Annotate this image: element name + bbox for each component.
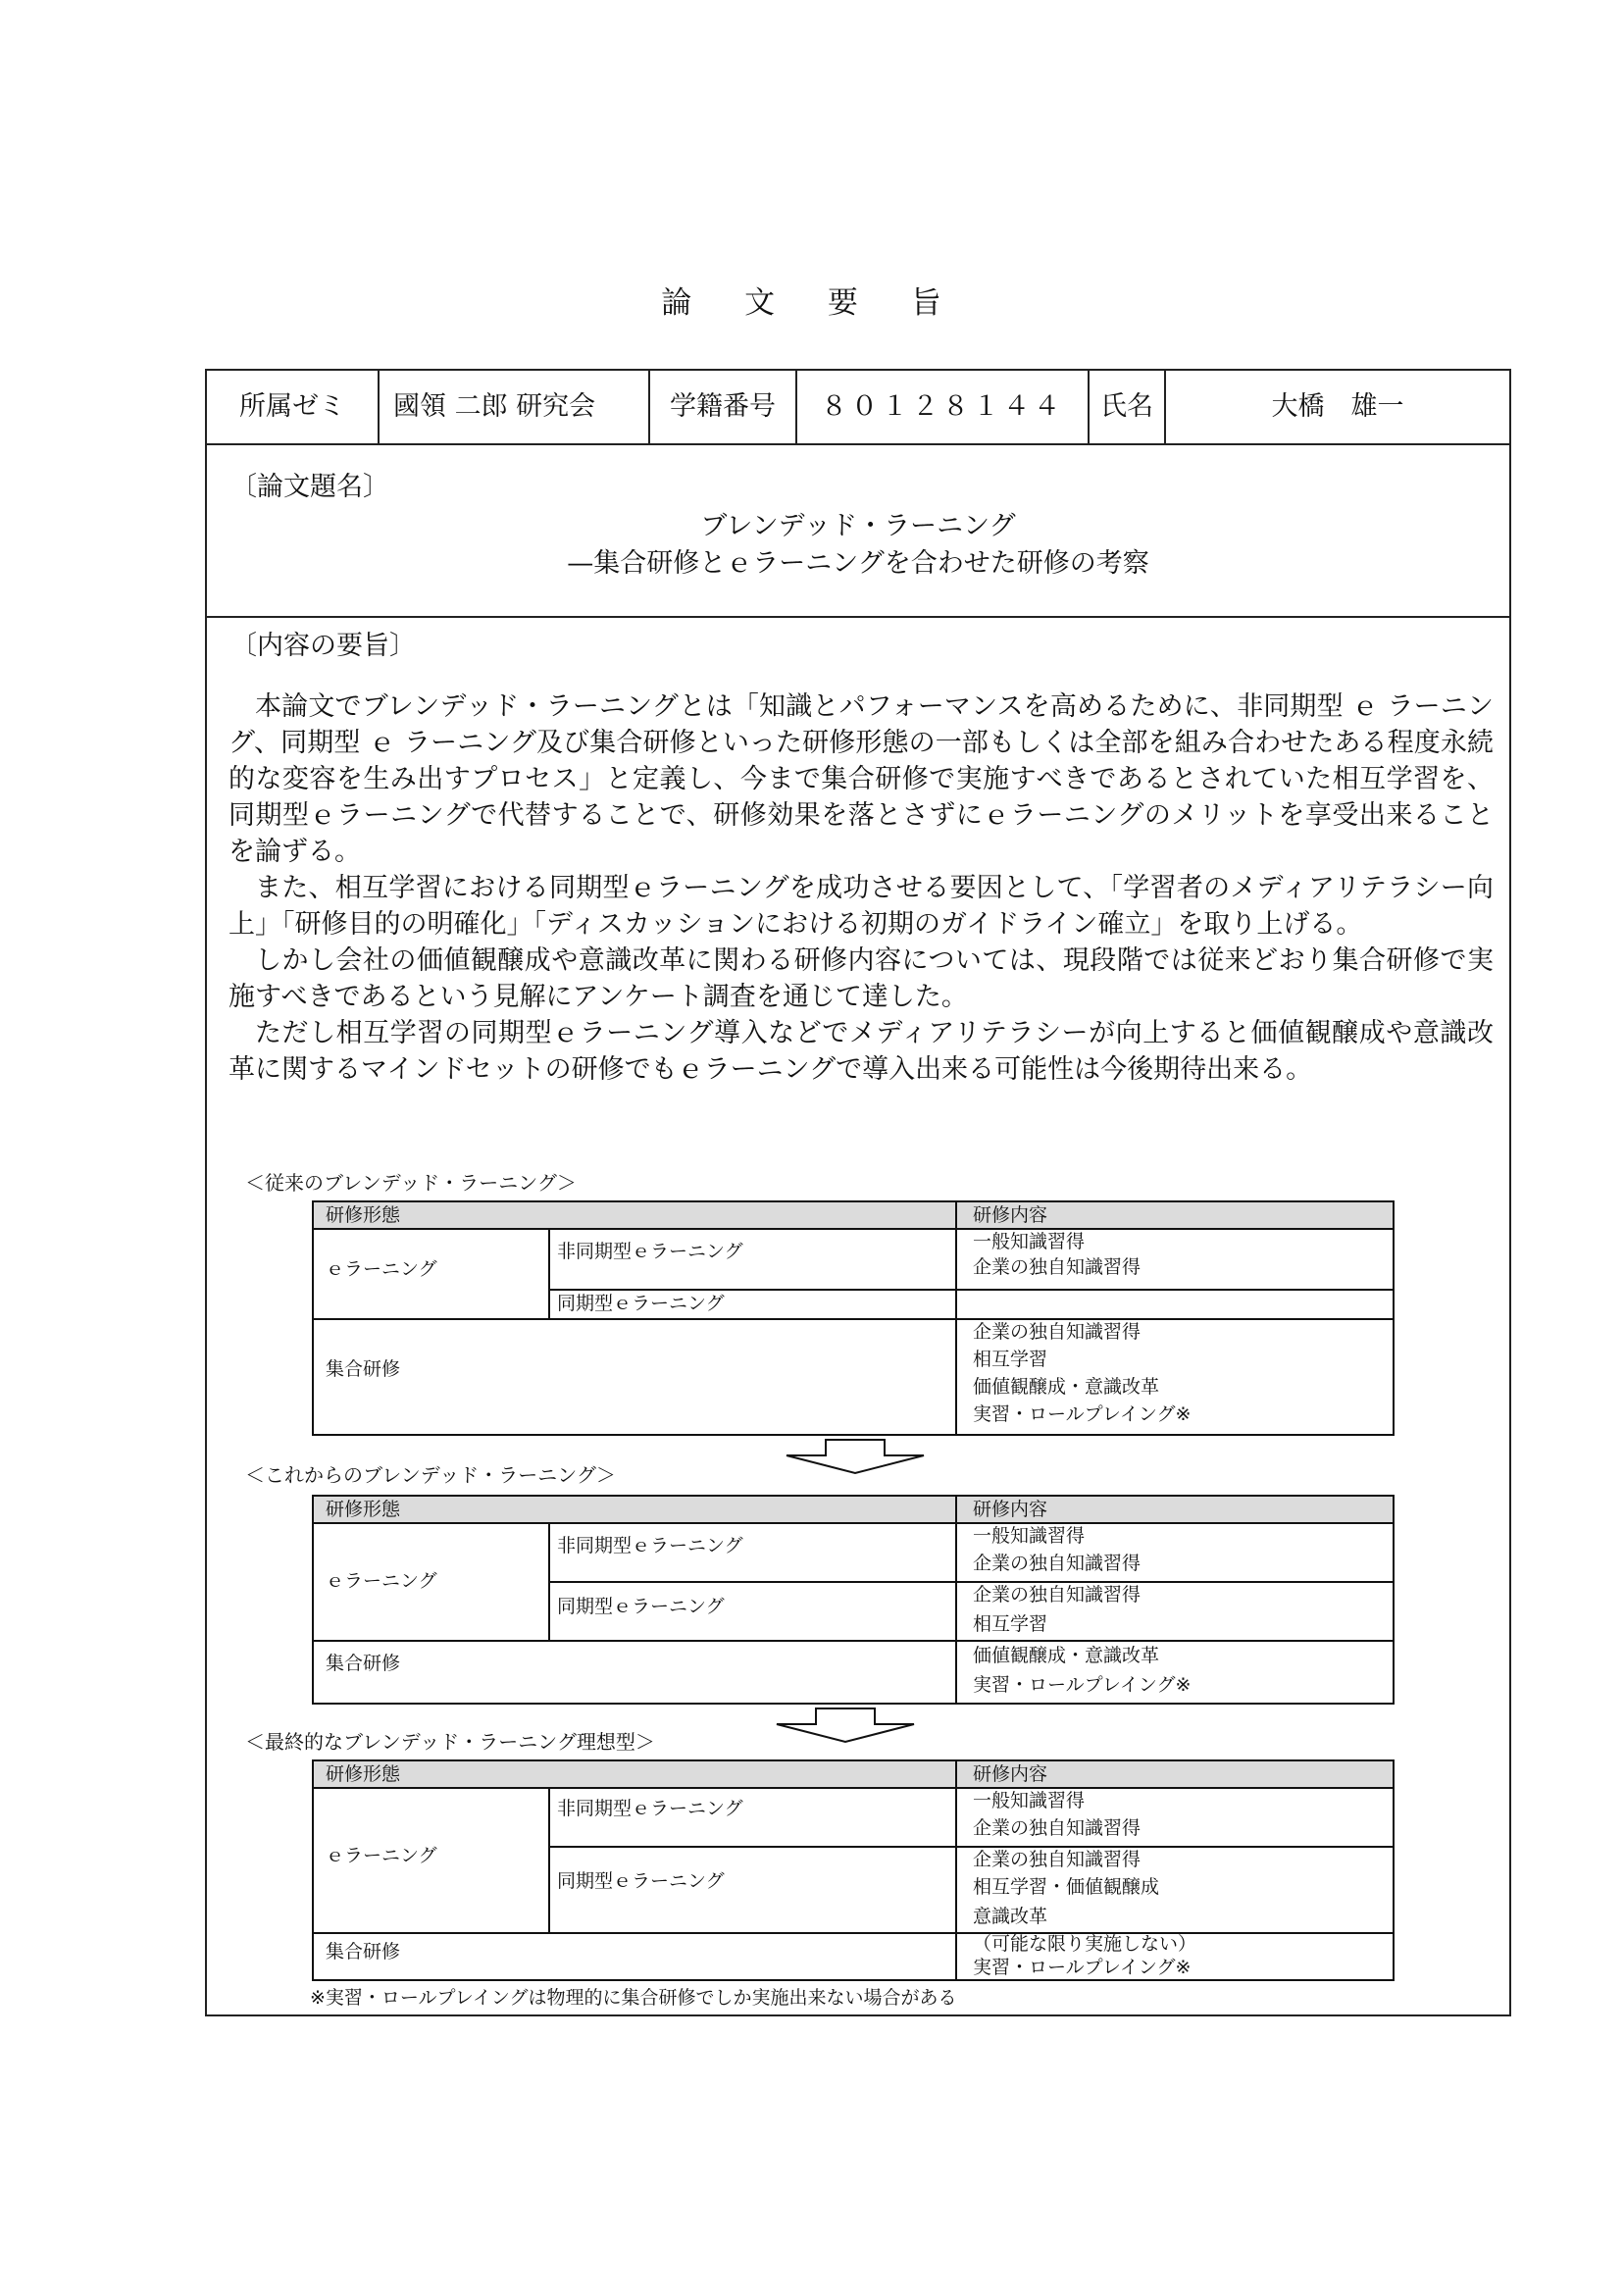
seminar-label: 所属ゼミ [207, 371, 380, 443]
sync-label: 同期型ｅラーニング [557, 1596, 725, 1617]
content-line: 企業の独自知識習得 [973, 1256, 1142, 1278]
async-label: 非同期型ｅラーニング [557, 1535, 743, 1556]
header-format: 研修形態 [326, 1763, 401, 1785]
summary-paragraph: ただし相互学習の同期型ｅラーニング導入などでメディアリテラシーが向上すると価値観醸成や意識改革に関するマインドセットの研修でもｅラーニングで導入出来る可能性は今後期待出来る。 [228, 1018, 1494, 1085]
arrow-down-icon [773, 1707, 918, 1744]
summary-body [228, 688, 1494, 1088]
table-conventional [312, 1200, 1395, 1436]
sync-label: 同期型ｅラーニング [557, 1293, 725, 1314]
sync-label: 同期型ｅラーニング [557, 1870, 725, 1892]
name-label: 氏名 [1090, 371, 1166, 443]
content-line: 実習・ロールプレイング※ [973, 1957, 1192, 1978]
content-line: 一般知識習得 [973, 1525, 1086, 1547]
content-line: 企業の独自知識習得 [973, 1321, 1142, 1343]
table-header-row [314, 1497, 1393, 1522]
content-line: 一般知識習得 [973, 1790, 1086, 1811]
table-row-classroom [314, 1640, 1393, 1703]
table-ideal [312, 1759, 1395, 1981]
header-row [207, 371, 1509, 445]
name-value: 大橋 雄一 [1271, 391, 1404, 422]
content-line: 企業の独自知識習得 [973, 1584, 1142, 1606]
summary-label: 〔内容の要旨〕 [230, 631, 416, 661]
async-label: 非同期型ｅラーニング [557, 1241, 743, 1262]
elearning-label: ｅラーニング [326, 1845, 437, 1866]
header-format: 研修形態 [326, 1204, 401, 1226]
table-row-classroom [314, 1932, 1393, 1979]
elearning-label: ｅラーニング [326, 1258, 437, 1280]
content-line: 一般知識習得 [973, 1231, 1086, 1252]
arrow-down-icon [783, 1438, 928, 1475]
table-header-row [314, 1202, 1393, 1228]
thesis-main-title: ブレンデッド・ラーニング [700, 511, 1016, 541]
summary-paragraph: また、相互学習における同期型ｅラーニングを成功させる要因として、「学習者のメディアリテラシー向上」「研修目的の明確化」「ディスカッションにおける初期のガイドライン確立」を取り上げる。 [228, 873, 1494, 940]
table-row-sync [314, 1581, 1393, 1640]
table-header-row [314, 1761, 1393, 1787]
content-line: 実習・ロールプレイング※ [973, 1403, 1192, 1425]
content-line: 相互学習 [973, 1349, 1048, 1370]
footnote: ※実習・ロールプレイングは物理的に集合研修でしか実施出来ない場合がある [310, 1987, 957, 2009]
document-title: 論 文 要 旨 [661, 285, 963, 321]
summary-paragraph: しかし会社の価値観醸成や意識改革に関わる研修内容については、現段階では従来どおり集合研修で実施すべきであるという見解にアンケート調査を通じて達した。 [228, 945, 1494, 1012]
student-id-value: ８０１２８１４４ [797, 371, 1090, 443]
table-future [312, 1495, 1395, 1705]
classroom-label: 集合研修 [326, 1941, 401, 1963]
table-row-sync [314, 1846, 1393, 1932]
diagram-title-future: ＜これからのブレンデッド・ラーニング＞ [245, 1463, 616, 1487]
header-content: 研修内容 [973, 1204, 1048, 1226]
thesis-title-label: 〔論文題名〕 [230, 472, 389, 502]
content-line: 相互学習 [973, 1613, 1048, 1635]
content-line: 価値観醸成・意識改革 [973, 1645, 1160, 1666]
diagram-title-conventional: ＜従来のブレンデッド・ラーニング＞ [245, 1171, 577, 1195]
summary-paragraph: 本論文でブレンデッド・ラーニングとは「知識とパフォーマンスを高めるために、非同期型 ｅ ラーニング、同期型 ｅ ラーニング及び集合研修といった研修形態の一部もしくは全部を組み合わせたある程度永続的な変容を生み出すプロセス」と定義し、今まで集合研修で実施すべきであるとされていた相互学習を、同期型ｅラーニングで代替することで、研修効果を落とさずにｅラーニングのメリットを享受出来ることを論ずる。 [228, 691, 1494, 867]
thesis-title-section [207, 445, 1509, 618]
content-line: 意識改革 [973, 1906, 1048, 1927]
content-line: 実習・ロールプレイング※ [973, 1674, 1192, 1696]
diagram-title-ideal: ＜最終的なブレンデッド・ラーニング理想型＞ [245, 1730, 655, 1754]
content-line: 企業の独自知識習得 [973, 1553, 1142, 1574]
content-line: （可能な限り実施しない） [973, 1933, 1197, 1955]
table-row-async [314, 1522, 1393, 1581]
header-content: 研修内容 [973, 1763, 1048, 1785]
header-content: 研修内容 [973, 1499, 1048, 1520]
student-id-label: 学籍番号 [650, 371, 797, 443]
content-line: 企業の独自知識習得 [973, 1849, 1142, 1870]
table-row-async [314, 1787, 1393, 1846]
seminar-value: 國領 二郎 研究会 [380, 371, 650, 443]
async-label: 非同期型ｅラーニング [557, 1798, 743, 1819]
table-row-classroom [314, 1318, 1393, 1434]
content-line: 相互学習・価値観醸成 [973, 1876, 1160, 1898]
classroom-label: 集合研修 [326, 1653, 401, 1674]
classroom-label: 集合研修 [326, 1358, 401, 1380]
content-line: 企業の独自知識習得 [973, 1817, 1142, 1839]
table-row-sync [314, 1289, 1393, 1318]
table-row-async [314, 1228, 1393, 1289]
header-format: 研修形態 [326, 1499, 401, 1520]
thesis-subtitle: —集合研修とｅラーニングを合わせた研修の考察 [567, 548, 1149, 579]
elearning-label: ｅラーニング [326, 1570, 437, 1592]
content-line: 価値観醸成・意識改革 [973, 1376, 1160, 1398]
